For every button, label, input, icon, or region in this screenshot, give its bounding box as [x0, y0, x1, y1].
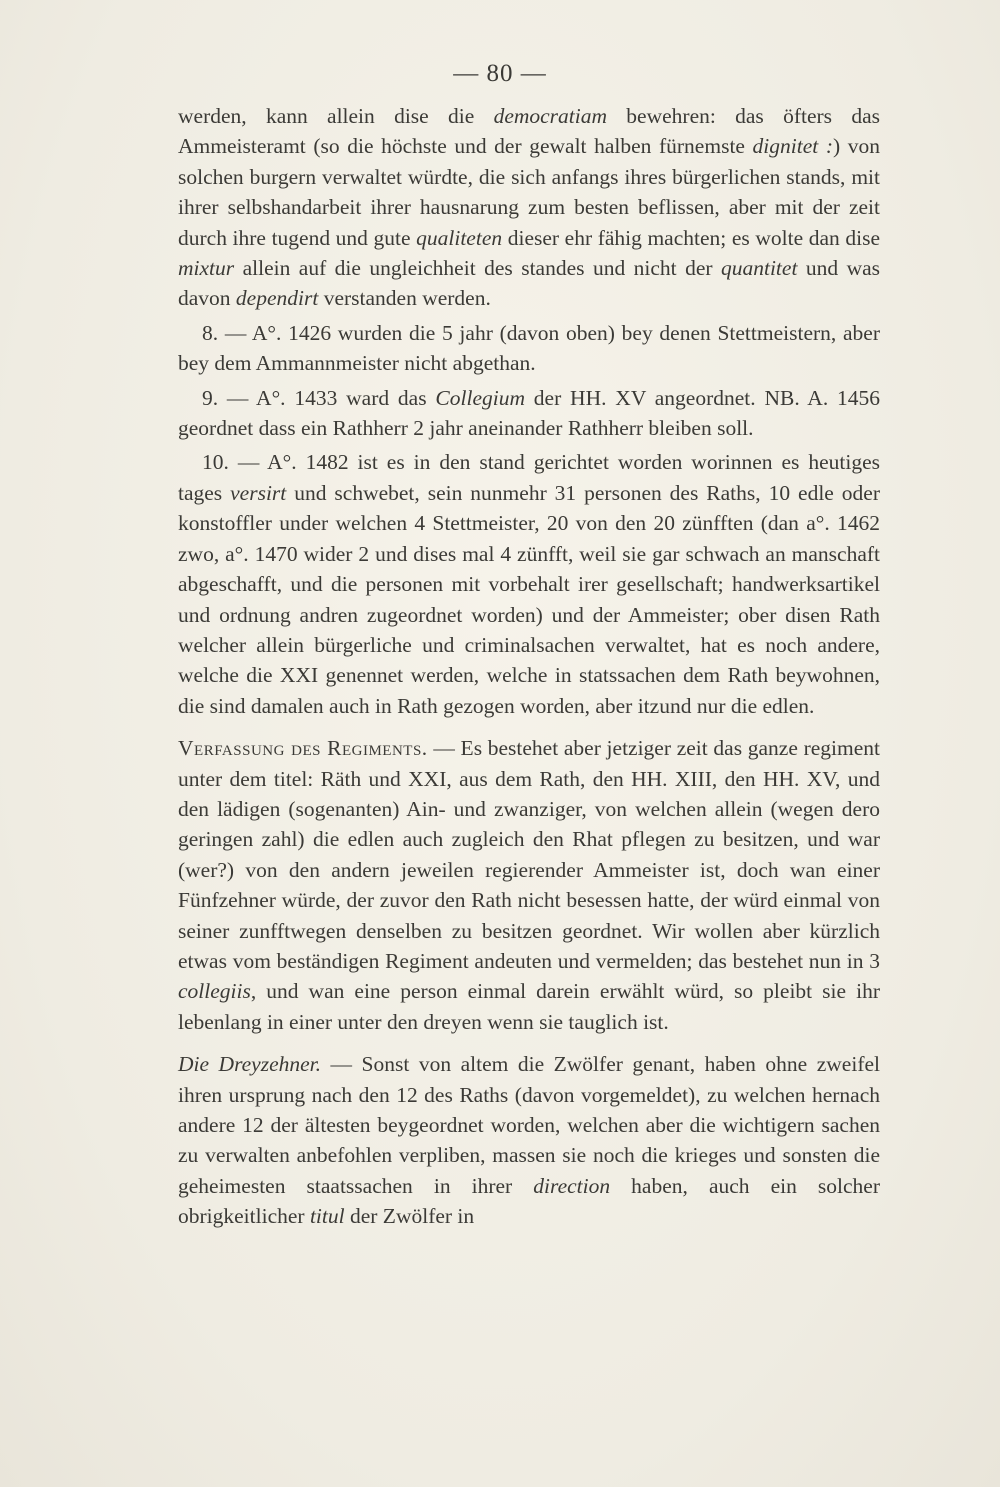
text-run: bewehren: das öfters das Ammeisteramt (so die höchste und der gewalt halben fürnemste [178, 104, 880, 159]
italic-term: quantitet [720, 256, 798, 281]
italic-term: dignitet : [752, 134, 833, 159]
text-run: und schwebet, sein nunmehr 31 personen des Raths, 10 edle oder konstoffler under welchen 4 Stettmeister, 20 von den 20 zünfften (dan a°. 1462 zwo, a°. 1470 wider 2 und dises mal 4 zünfft, weil sie gar schwach an manschaft abgeschafft, und die personen mit vorbehalt irer gesellschaft; handwerksartikel und ordnung andren zugeordnet worden) und der Ammeister; ober disen Rath welcher allein bürgerliche und criminalsachen verwaltet, hat es noch andere, welche die XXI genennet werden, welche in statssachen dem Rath beywohnen, die sind damalen auch in Rath gezogen worden, aber itzund nur die edlen. [178, 480, 880, 718]
italic-term: democratiam [493, 104, 608, 128]
body-text [178, 101, 880, 1232]
text-run: haben, auch ein solcher obrigkeitlicher [178, 1173, 880, 1229]
text-run: verstanden werden. [318, 286, 491, 311]
italic-term: Collegium [435, 385, 525, 410]
italic-term: versirt [230, 480, 287, 505]
section-verfassung-des-regiments [178, 733, 880, 1037]
section-die-dreyzehner [178, 1049, 880, 1231]
text-run: dieser ehr fähig machten; es wolte dan dise [502, 225, 880, 250]
italic-term: mixtur [178, 256, 235, 281]
italic-term: Die Dreyzehner. [178, 1052, 322, 1077]
paragraph-item-10 [178, 447, 880, 721]
text-run: 9. — A°. 1433 ward das [202, 385, 436, 410]
paragraph-continuation [178, 101, 880, 314]
text-run: der HH. XV angeordnet. NB. A. 1456 geordnet dass ein Rathherr 2 jahr aneinander Rathherr bleiben soll. [178, 385, 881, 441]
text-run: ) von solchen burgern verwaltet würdte, die sich anfangs ihres bürgerlichen stands, mit ihrer selbshandarbeit ihrer hausnarung zum besten beflissen, aber mit der zeit durch ihre tugend und gute [178, 134, 880, 250]
text-run: werden, kann allein dise die [178, 104, 494, 128]
italic-term: dependirt [235, 286, 319, 311]
italic-term: direction [533, 1173, 611, 1198]
text-run: — Es bestehet aber jetziger zeit das ganze regiment unter dem titel: Räth und XXI, aus dem Rath, den HH. XIII, den HH. XV, und den lädigen (sogenanten) Ain- und zwanziger, von welchen allein (wegen dero geringen zahl) die edlen auch zugleich den Rhat pflegen zu besitzen, und war (wer?) von den andern jeweilen regierender Ammeister ist, doch wan einer Fünfzehner würde, der zuvor den Rath nicht besessen hatte, der würd einmal von seiner zunfftwegen denselben zu besitzen geordnet. Wir wollen aber kürzlich etwas vom beständigen Regiment andeuten und vermelden; das bestehet nun in 3 [178, 736, 880, 973]
italic-term: titul [309, 1204, 345, 1229]
text-run: 10. — A°. 1482 ist es in den stand gerichtet worden worinnen es heutiges tages [178, 450, 880, 505]
text-run: — Sonst von altem die Zwölfer genant, haben ohne zweifel ihren ursprung nach den 12 des Raths (davon vorgemeldet), zu welchen hernach andere 12 der ältesten beygeordnet worden, welchen aber die wichtigern sachen zu verwalten anbefohlen verpliben, massen sie noch die krieges und sonsten die geheimesten staatssachen in ihrer [178, 1052, 880, 1198]
paragraph-item-8 [178, 318, 880, 379]
page-number: — 80 — [453, 60, 547, 87]
italic-term: qualiteten [416, 225, 503, 250]
italic-term: collegiis [178, 979, 251, 1004]
text-run: allein auf die ungleichheit des standes und nicht der [234, 256, 721, 281]
text-run: der Zwölfer in [344, 1204, 475, 1229]
text-run: 8. — A°. 1426 wurden die 5 jahr (davon oben) bey denen Stettmeistern, aber bey dem Ammannmeister nicht abgethan. [178, 320, 880, 376]
paragraph-item-9 [178, 383, 880, 444]
text-run: , und wan eine person einmal darein erwählt würd, so pleibt sie ihr lebenlang in einer unter den dreyen wenn sie tauglich ist. [178, 979, 880, 1034]
text-run: und was davon [178, 256, 880, 311]
section-heading: Verfassung des Regiments. [178, 736, 428, 761]
